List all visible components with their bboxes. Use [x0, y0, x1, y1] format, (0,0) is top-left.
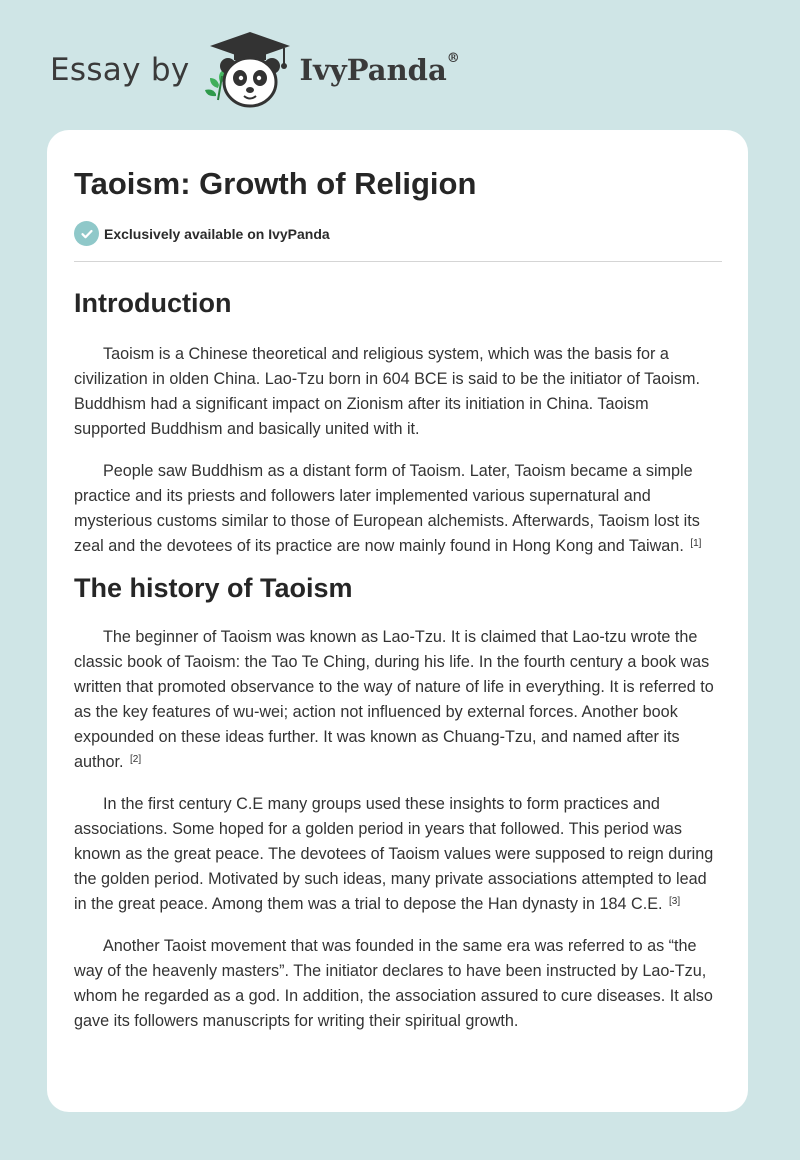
brand-prefix: Essay by — [50, 52, 190, 88]
paragraph — [74, 459, 722, 559]
registered-mark: ® — [446, 51, 460, 66]
footnote-ref[interactable]: [3] — [669, 896, 681, 907]
paragraph-text: People saw Buddhism as a distant form of Taoism. Later, Taoism became a simple practice and its priests and followers later implemented various supernatural and mysterious customs similar to those of European alchemists. Afterwards, Taoism lost its zeal and the devotees of its practice are now mainly found in Hong Kong and Taiwan. — [74, 462, 700, 555]
paragraph-text: Taoism is a Chinese theoretical and religious system, which was the basis for a civilization in olden China. Lao-Tzu born in 604 BCE is said to be the initiator of Taoism. Buddhism had a significant impact on Zionism after its initiation in China. Taoism supported Buddhism and basically united with it. — [74, 345, 700, 438]
article-title: Taoism: Growth of Religion — [74, 166, 477, 201]
panda-logo-icon — [204, 30, 296, 110]
article-card — [47, 130, 748, 1112]
divider — [74, 261, 722, 262]
check-icon — [74, 221, 99, 246]
paragraph-text: Another Taoist movement that was founded in the same era was referred to as “the way of the heavenly masters”. The initiator declares to have been instructed by Lao-Tzu, whom he regarded as a god. In addition, the association assured to cure diseases. It also gave its followers manuscripts for writing their spiritual growth. — [74, 937, 713, 1030]
section-heading-history: The history of Taoism — [74, 573, 353, 603]
paragraph — [74, 934, 722, 1034]
brand-name-text: IvyPanda — [299, 53, 447, 87]
paragraph — [74, 342, 722, 442]
section-heading-introduction: Introduction — [74, 288, 232, 318]
footnote-ref[interactable]: [2] — [130, 754, 142, 765]
paragraph-text: In the first century C.E many groups used these insights to form practices and associations. Some hoped for a golden period in years that followed. This period was known as the great peace. The devotees of Taoism values were supposed to reign during the golden period. Motivated by such ideas, many private associations attempted to lead in the great peace. Among them was a trial to depose the Han dynasty in 184 C.E. — [74, 795, 714, 913]
footnote-ref[interactable]: [1] — [690, 538, 702, 549]
paragraph — [74, 625, 722, 775]
exclusive-badge — [74, 221, 722, 246]
brand-name — [300, 53, 460, 87]
brand-header — [50, 30, 460, 110]
paragraph — [74, 792, 722, 917]
exclusive-badge-label: Exclusively available on IvyPanda — [104, 225, 330, 242]
paragraph-text: The beginner of Taoism was known as Lao-Tzu. It is claimed that Lao-tzu wrote the classic book of Taoism: the Tao Te Ching, during his life. In the fourth century a book was written that promoted observance to the way of nature of life in everything. It is referred to as the key features of wu-wei; action not influenced by external forces. Another book expounded on these ideas further. It was known as Chuang-Tzu, and named after its author. — [74, 628, 714, 771]
